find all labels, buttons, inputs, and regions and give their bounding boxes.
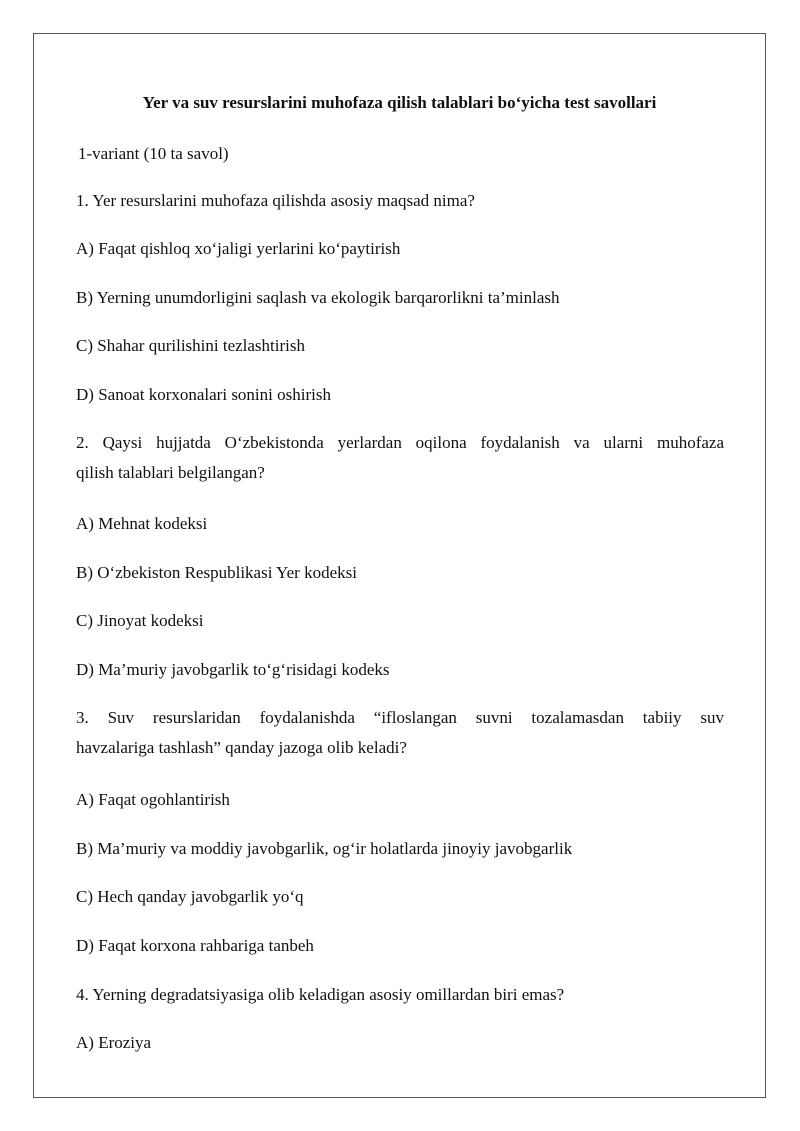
question-2-option-c: C) Jinoyat kodeksi: [76, 611, 204, 630]
question-2-option-b: B) O‘zbekiston Respublikasi Yer kodeksi: [76, 563, 357, 582]
document-title: Yer va suv resurslarini muhofaza qilish talablari bo‘yicha test savollari: [142, 93, 657, 112]
question-1-option-c: C) Shahar qurilishini tezlashtirish: [76, 336, 305, 355]
question-4-option-a: A) Eroziya: [76, 1033, 152, 1052]
question-1: 1. Yer resurslarini muhofaza qilishda asosiy maqsad nima?: [76, 191, 475, 210]
question-1-option-a: A) Faqat qishloq xo‘jaligi yerlarini ko‘paytirish: [76, 239, 401, 258]
question-2-option-d: D) Ma’muriy javobgarlik to‘g‘risidagi kodeks: [76, 660, 390, 679]
variant-label: 1-variant (10 ta savol): [78, 144, 229, 163]
question-3-option-b: B) Ma’muriy va moddiy javobgarlik, og‘ir holatlarda jinoyiy javobgarlik: [76, 839, 573, 858]
question-2-option-a: A) Mehnat kodeksi: [76, 514, 208, 533]
question-2-line-1: 2. Qaysi hujjatda O‘zbekistonda yerlardan oqilona foydalanish va ularni muhofaza: [76, 433, 724, 452]
question-3-option-c: C) Hech qanday javobgarlik yo‘q: [76, 887, 304, 906]
question-1-option-b: B) Yerning unumdorligini saqlash va ekologik barqarorlikni ta’minlash: [76, 288, 560, 307]
question-3-line-2: havzalariga tashlash” qanday jazoga olib keladi?: [76, 738, 407, 757]
question-3-option-a: A) Faqat ogohlantirish: [76, 790, 230, 809]
question-3-line-1: 3. Suv resurslaridan foydalanishda “ifloslangan suvni tozalamasdan tabiiy suv: [76, 708, 724, 727]
question-1-option-d: D) Sanoat korxonalari sonini oshirish: [76, 385, 331, 404]
question-3: [76, 703, 724, 763]
question-2: [76, 428, 724, 488]
question-2-line-2: qilish talablari belgilangan?: [76, 463, 265, 482]
question-3-option-d: D) Faqat korxona rahbariga tanbeh: [76, 936, 314, 955]
question-4: 4. Yerning degradatsiyasiga olib keladigan asosiy omillardan biri emas?: [76, 985, 565, 1004]
